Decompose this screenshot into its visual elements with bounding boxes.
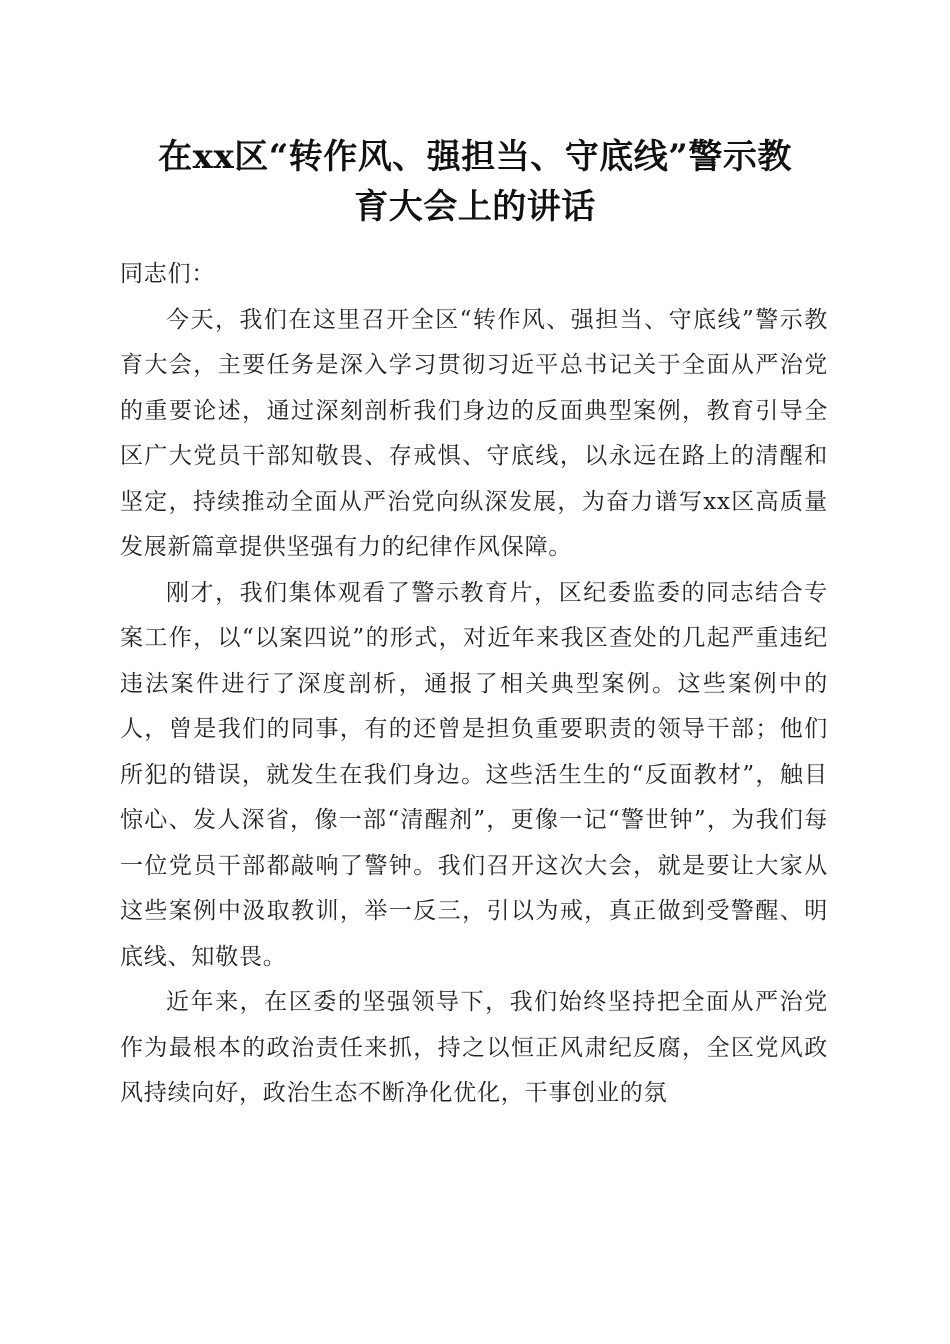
paragraph-1: 今天，我们在这里召开全区“转作风、强担当、守底线”警示教育大会，主要任务是深入学习贯彻习近平总书记关于全面从严治党的重要论述，通过深刻剖析我们身边的反面典型案例，教育引导全区广大党员干部知敬畏、存戒惧、守底线，以永远在路上的清醒和坚定，持续推动全面从严治党向纵深发展，为奋力谱写xx区高质量发展新篇章提供坚强有力的纪律作风保障。 bbox=[120, 306, 828, 560]
paragraph-3: 近年来，在区委的坚强领导下，我们始终坚持把全面从严治党作为最根本的政治责任来抓，持之以恒正风肃纪反腐，全区党风政风持续向好，政治生态不断净化优化，干事创业的氛 bbox=[120, 989, 828, 1106]
document-title bbox=[95, 132, 855, 232]
title-line-2: 育大会上的讲话 bbox=[354, 187, 596, 227]
salutation: 同志们： bbox=[120, 261, 216, 287]
paragraph-2: 刚才，我们集体观看了警示教育片，区纪委监委的同志结合专案工作，以“以案四说”的形式，对近年来我区查处的几起严重违纪违法案件进行了深度剖析，通报了相关典型案例。这些案例中的人，曾是我们的同事，有的还曾是担负重要职责的领导干部；他们所犯的错误，就发生在我们身边。这些活生生的“反面教材”，触目惊心、发人深省，像一部“清醒剂”，更像一记“警世钟”，为我们每一位党员干部都敲响了警钟。我们召开这次大会，就是要让大家从这些案例中汲取教训，举一反三，引以为戒，真正做到受警醒、明底线、知敬畏。 bbox=[120, 579, 828, 970]
document-body bbox=[120, 252, 828, 1117]
title-line-1: 在xx区“转作风、强担当、守底线”警示教 bbox=[158, 137, 792, 177]
